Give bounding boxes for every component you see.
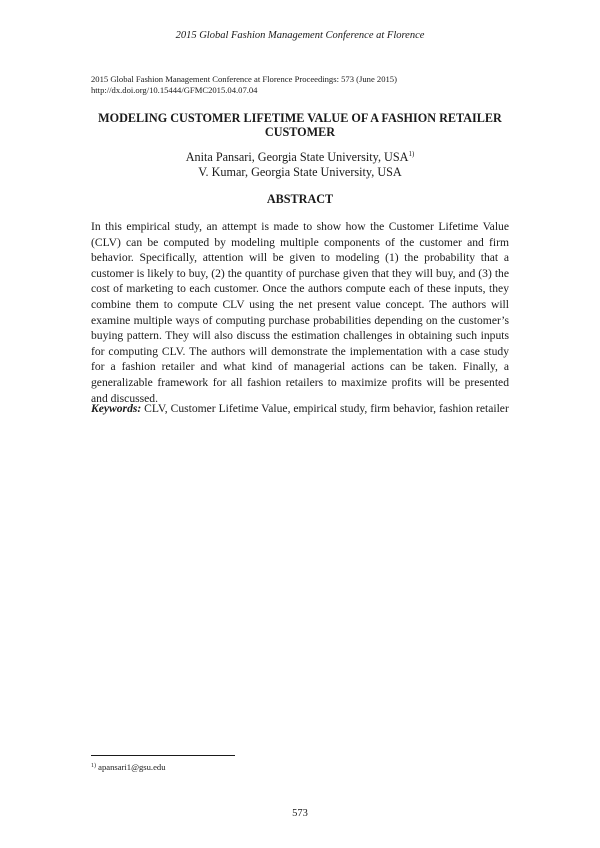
keywords-text: CLV, Customer Lifetime Value, empirical study, firm behavior, fashion retailer [144, 402, 509, 415]
keywords [91, 401, 509, 417]
footnote-mark: 1) [91, 763, 96, 769]
page-number: 573 [292, 808, 308, 819]
abstract-heading: ABSTRACT [266, 192, 334, 206]
author-line [91, 165, 509, 180]
footnote-divider [91, 755, 235, 756]
abstract-body: In this empirical study, an attempt is made to show how the Customer Lifetime Value (CLV) can be computed by modeling multiple components of the customer and firm behavior. Specifically, attention will be given to modeling (1) the probability that a customer is likely to buy, (2) the quantity of purchase given that they will buy, and (3) the cost of marketing to each customer. Once the authors compute each of these inputs, they combine them to compute CLV using the net present value concept. The authors will examine multiple ways of computing purchase probabilities depending on the customer’s buying pattern. They will also discuss the estimation challenges in obtaining such inputs for computing CLV. The authors will demonstrate the implementation with a case study for a fashion retailer and what kind of managerial actions can be taken. Finally, a generalizable framework for all fashion retailers to maximize profits will be presented and discussed. [91, 220, 509, 405]
doi-link[interactable]: http://dx.doi.org/10.15444/GFMC2015.04.07.04 [91, 85, 258, 95]
citation-line: 2015 Global Fashion Management Conference at Florence Proceedings: 573 (June 2015) [91, 74, 397, 84]
footnote-marker[interactable]: 1) [408, 150, 415, 158]
author-list [91, 150, 509, 180]
running-header: 2015 Global Fashion Management Conference at Florence [175, 30, 425, 41]
footnote [91, 762, 166, 772]
author-name: Anita Pansari, Georgia State University, USA [185, 150, 409, 164]
author-line [91, 150, 509, 165]
paper-title: MODELING CUSTOMER LIFETIME VALUE OF A FASHION RETAILER CUSTOMER [98, 111, 502, 139]
citation-block [91, 74, 397, 96]
keywords-label: Keywords: [91, 402, 142, 415]
author-name: V. Kumar, Georgia State University, USA [198, 165, 402, 179]
footnote-email[interactable]: apansari1@gsu.edu [98, 762, 166, 772]
